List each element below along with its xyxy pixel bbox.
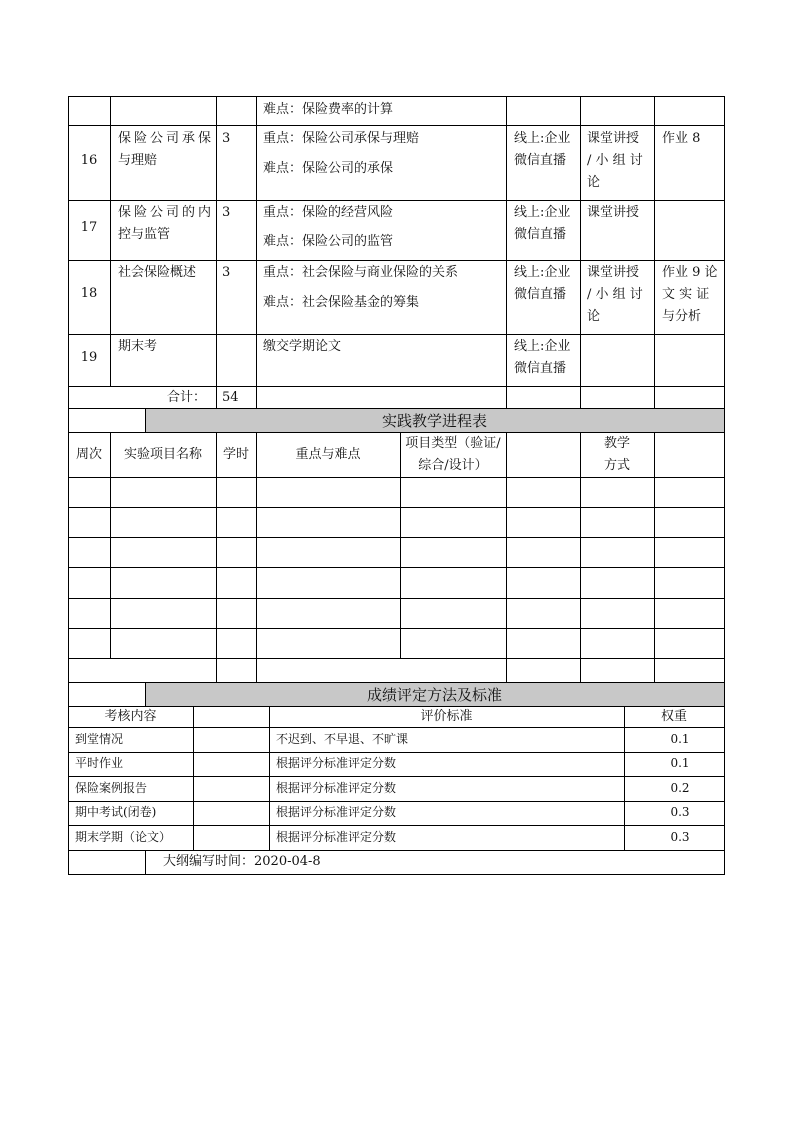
grading-title: 成绩评定方法及标准 bbox=[366, 686, 502, 704]
weight-value: 0.3 bbox=[670, 830, 690, 844]
header-teaching-method: 方式 bbox=[603, 458, 630, 473]
key-point: 重点：保险的经营风险 bbox=[263, 205, 394, 220]
teaching-form-line: 论 bbox=[587, 309, 601, 324]
homework: 作业 8 bbox=[662, 131, 701, 146]
header-key-points: 重点与难点 bbox=[295, 447, 361, 462]
header-project-type: 项目类型（验证/ bbox=[405, 436, 501, 451]
outline-written-date: 大纲编写时间：2020-04-8 bbox=[163, 854, 321, 869]
header-assessment-content: 考核内容 bbox=[104, 709, 157, 724]
assessment-item: 平时作业 bbox=[75, 756, 124, 770]
week-number: 19 bbox=[80, 350, 98, 365]
delivery-method-line: 线上:企业 bbox=[514, 339, 571, 354]
topic-line: 控与监管 bbox=[118, 227, 171, 242]
delivery-method-line: 微信直播 bbox=[514, 153, 567, 168]
difficult-point: 难点：保险公司的监管 bbox=[263, 234, 394, 249]
key-difficult-point: 难点：保险费率的计算 bbox=[263, 102, 394, 117]
key-point: 重点：社会保险与商业保险的关系 bbox=[263, 265, 459, 280]
week-number: 16 bbox=[80, 153, 98, 168]
evaluation-standard: 根据评分标准评定分数 bbox=[276, 805, 397, 819]
teaching-form-line: / 小 组 讨 bbox=[587, 153, 643, 168]
delivery-method-line: 线上:企业 bbox=[514, 205, 571, 220]
header-evaluation-standard: 评价标准 bbox=[420, 709, 473, 724]
assessment-item: 期末学期（论文） bbox=[75, 830, 172, 844]
delivery-method-line: 线上:企业 bbox=[514, 265, 571, 280]
teaching-form-line: 课堂讲授 bbox=[587, 131, 640, 146]
assessment-item: 到堂情况 bbox=[75, 732, 124, 746]
assessment-item: 期中考试(闭卷) bbox=[75, 805, 157, 819]
header-project-type: 综合/设计） bbox=[418, 458, 488, 473]
assessment-item: 保险案例报告 bbox=[75, 781, 148, 795]
topic-line: 期末考 bbox=[118, 339, 158, 354]
total-hours: 54 bbox=[222, 390, 239, 405]
practice-title: 实践教学进程表 bbox=[381, 412, 487, 430]
topic-line: 与理赔 bbox=[118, 153, 158, 168]
teaching-form-line: 课堂讲授 bbox=[587, 205, 640, 220]
weight-value: 0.3 bbox=[670, 805, 690, 819]
topic-line: 社会保险概述 bbox=[118, 265, 197, 280]
delivery-method-line: 微信直播 bbox=[514, 361, 567, 376]
delivery-method-line: 线上:企业 bbox=[514, 131, 571, 146]
topic-line: 保险公司承保 bbox=[118, 131, 215, 146]
weight-value: 0.1 bbox=[670, 732, 690, 746]
total-label: 合计： bbox=[167, 390, 207, 405]
homework-line: 作业 9 论 bbox=[662, 265, 718, 280]
difficult-point: 难点：社会保险基金的筹集 bbox=[263, 295, 420, 310]
delivery-method-line: 微信直播 bbox=[514, 227, 567, 242]
weight-value: 0.1 bbox=[670, 756, 690, 770]
key-point: 重点：保险公司承保与理赔 bbox=[263, 131, 420, 146]
homework-line: 与分析 bbox=[662, 309, 702, 324]
teaching-form-line: 课堂讲授 bbox=[587, 265, 640, 280]
weight-value: 0.2 bbox=[670, 781, 690, 795]
evaluation-standard: 根据评分标准评定分数 bbox=[276, 756, 397, 770]
key-point: 缴交学期论文 bbox=[263, 339, 342, 354]
hours: 3 bbox=[222, 265, 231, 280]
hours: 3 bbox=[222, 131, 231, 146]
difficult-point: 难点：保险公司的承保 bbox=[263, 161, 394, 176]
hours: 3 bbox=[222, 205, 231, 220]
teaching-form-line: / 小 组 讨 bbox=[587, 287, 643, 302]
week-number: 17 bbox=[80, 220, 98, 235]
week-number: 18 bbox=[80, 286, 98, 301]
evaluation-standard: 不迟到、不早退、不旷课 bbox=[276, 732, 409, 746]
header-hours: 学时 bbox=[222, 447, 249, 462]
evaluation-standard: 根据评分标准评定分数 bbox=[276, 781, 397, 795]
delivery-method-line: 微信直播 bbox=[514, 287, 567, 302]
header-weight: 权重 bbox=[660, 709, 687, 724]
header-week: 周次 bbox=[75, 447, 102, 462]
topic-line: 保险公司的内 bbox=[118, 205, 215, 220]
header-teaching-method: 教学 bbox=[603, 436, 630, 451]
header-project-name: 实验项目名称 bbox=[123, 447, 202, 462]
teaching-form-line: 论 bbox=[587, 175, 601, 190]
evaluation-standard: 根据评分标准评定分数 bbox=[276, 830, 397, 844]
homework-line: 文 实 证 bbox=[662, 287, 710, 302]
